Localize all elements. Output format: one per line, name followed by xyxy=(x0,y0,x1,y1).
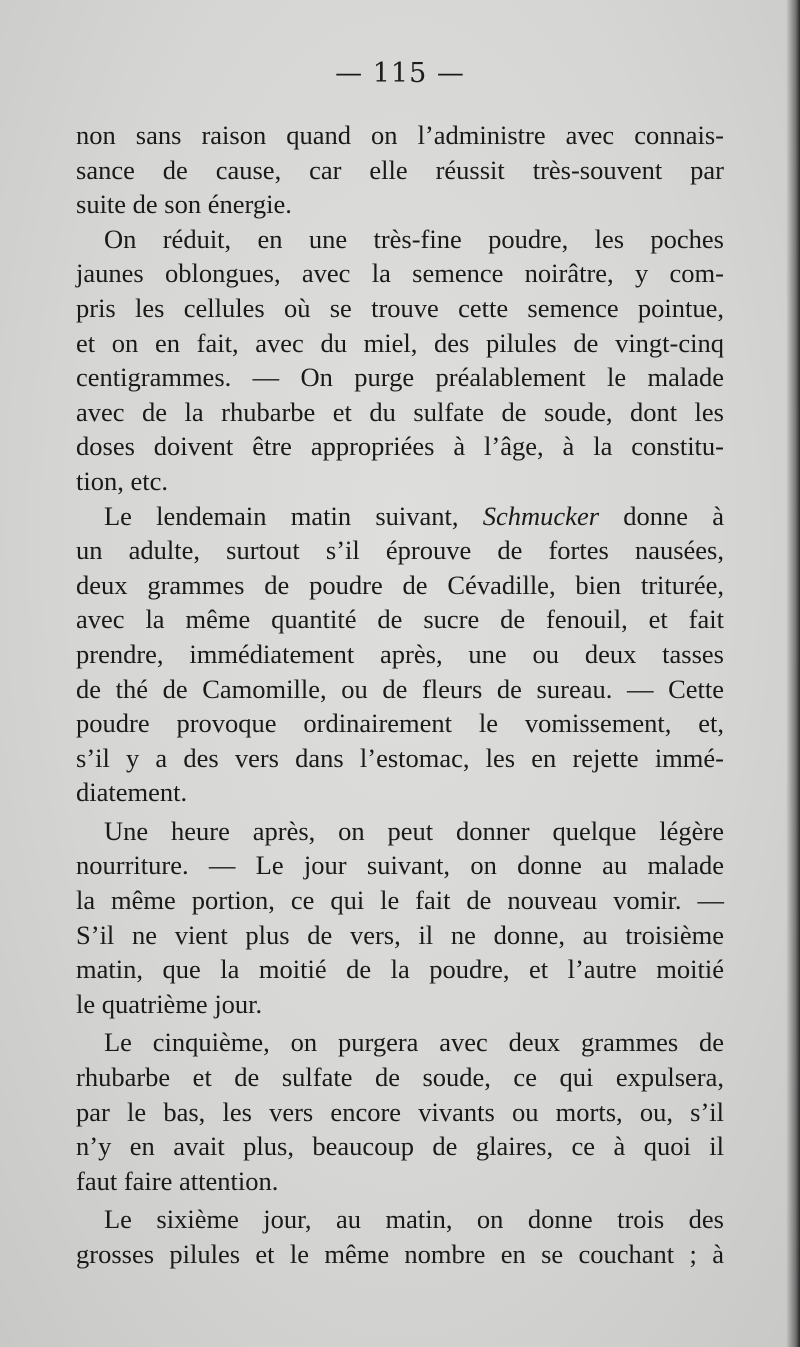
paragraph-5 xyxy=(76,1025,724,1198)
body-text xyxy=(76,118,724,1272)
text-line: par le bas, les vers encore vivants ou morts, ou, s’il xyxy=(76,1096,724,1127)
text-line: rhubarbe et de sulfate de soude, ce qui expulsera, xyxy=(76,1062,724,1093)
text-line: et on en fait, avec du miel, des pilules de vingt-cinq xyxy=(76,327,724,358)
text-line: Une heure après, on peut donner quelque légère xyxy=(104,815,724,846)
text-line: de thé de Camomille, ou de fleurs de sureau. — Cette xyxy=(76,673,724,704)
text-line: le quatrième jour. xyxy=(76,988,263,1019)
text-line: la même portion, ce qui le fait de nouveau vomir. — xyxy=(76,885,724,916)
text-line: Le cinquième, on purgera avec deux grammes de xyxy=(104,1027,724,1058)
text-line: un adulte, surtout s’il éprouve de fortes nausées, xyxy=(76,535,724,566)
text-line-with-italic: Le lendemain matin suivant, Schmucker donne à xyxy=(104,500,724,531)
text-line: pris les cellules où se trouve cette semence pointue, xyxy=(76,292,724,323)
text-line: Le sixième jour, au matin, on donne trois des xyxy=(104,1204,724,1235)
italic-name: Schmucker xyxy=(482,500,600,531)
text-line: S’il ne vient plus de vers, il ne donne, au troisième xyxy=(76,919,724,950)
paragraph-4 xyxy=(76,814,724,1022)
paragraph-6 xyxy=(76,1202,724,1271)
text-line: n’y en avait plus, beaucoup de glaires, ce à quoi il xyxy=(76,1131,724,1162)
text-line: doses doivent être appropriées à l’âge, à la constitu- xyxy=(76,431,724,462)
text-line: suite de son énergie. xyxy=(76,189,292,220)
text-line: On réduit, en une très-fine poudre, les poches xyxy=(104,223,724,254)
paragraph-3 xyxy=(76,499,724,810)
text-line: nourriture. — Le jour suivant, on donne au malade xyxy=(76,850,724,881)
text-line: s’il y a des vers dans l’estomac, les en rejette immé- xyxy=(76,742,724,773)
text-line: avec la même quantité de sucre de fenouil, et fait xyxy=(76,604,724,635)
text-line: poudre provoque ordinairement le vomissement, et, xyxy=(76,708,724,739)
text-line: tion, etc. xyxy=(76,465,168,496)
text-line: sance de cause, car elle réussit très-souvent par xyxy=(76,154,724,185)
page-number: — 115 — xyxy=(335,58,465,89)
paragraph-1 xyxy=(76,118,724,222)
text-line: non sans raison quand on l’administre avec connais- xyxy=(76,120,724,150)
text-line: matin, que la moitié de la poudre, et l’autre moitié xyxy=(76,954,724,985)
text-line: diatement. xyxy=(76,777,188,808)
text-line: deux grammes de poudre de Cévadille, bien triturée, xyxy=(76,569,724,600)
text-line: centigrammes. — On purge préalablement le malade xyxy=(76,362,724,393)
paragraph-2 xyxy=(76,222,724,499)
text-line: grosses pilules et le même nombre en se couchant ; à xyxy=(76,1239,724,1269)
text-line: avec de la rhubarbe et du sulfate de soude, dont les xyxy=(76,396,724,427)
page-edge-shadow xyxy=(786,0,800,1347)
text-line: faut faire attention. xyxy=(76,1165,279,1196)
text-line: jaunes oblongues, avec la semence noirâtre, y com- xyxy=(76,258,724,289)
text-line: prendre, immédiatement après, une ou deux tasses xyxy=(76,638,724,669)
